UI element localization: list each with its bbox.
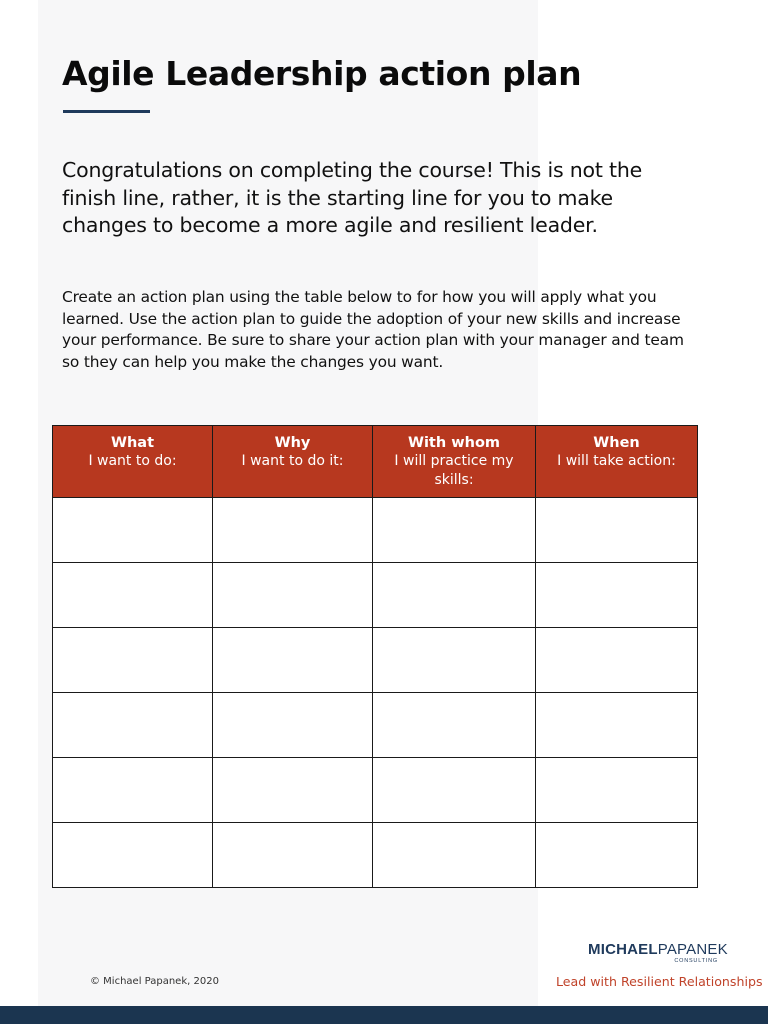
table-cell[interactable] xyxy=(213,628,373,693)
table-cell[interactable] xyxy=(536,823,698,888)
column-header-what xyxy=(53,426,213,498)
table-header-row xyxy=(53,426,698,498)
logo-wordmark xyxy=(588,941,728,958)
column-subtitle: I want to do it: xyxy=(241,453,344,469)
table-row xyxy=(53,563,698,628)
table-row xyxy=(53,758,698,823)
table-cell[interactable] xyxy=(536,498,698,563)
column-subtitle: I will practice my skills: xyxy=(394,453,514,488)
table-cell[interactable] xyxy=(53,498,213,563)
table-cell[interactable] xyxy=(213,758,373,823)
table-cell[interactable] xyxy=(213,693,373,758)
table-cell[interactable] xyxy=(373,693,536,758)
table-cell[interactable] xyxy=(53,693,213,758)
table-cell[interactable] xyxy=(373,498,536,563)
table-cell[interactable] xyxy=(536,563,698,628)
column-header-why xyxy=(213,426,373,498)
column-header-with-whom xyxy=(373,426,536,498)
table-row xyxy=(53,498,698,563)
table-cell[interactable] xyxy=(53,758,213,823)
table-cell[interactable] xyxy=(536,693,698,758)
table-cell[interactable] xyxy=(213,823,373,888)
page-title: Agile Leadership action plan xyxy=(62,54,582,93)
table-cell[interactable] xyxy=(373,563,536,628)
intro-paragraph: Congratulations on completing the course! This is not the finish line, rather, it is the starting line for you to make changes to become a more agile and resilient leader. xyxy=(62,158,643,237)
column-subtitle: I will take action: xyxy=(557,453,676,469)
column-subtitle: I want to do: xyxy=(88,453,177,469)
action-plan-table xyxy=(52,425,698,888)
table-row xyxy=(53,823,698,888)
table-cell[interactable] xyxy=(213,498,373,563)
table-cell[interactable] xyxy=(536,628,698,693)
table-cell[interactable] xyxy=(53,563,213,628)
title-underline xyxy=(63,110,150,113)
logo-first-name: MICHAEL xyxy=(588,941,658,958)
copyright-notice: © Michael Papanek, 2020 xyxy=(90,976,219,987)
column-title: Why xyxy=(274,435,311,451)
table-row xyxy=(53,628,698,693)
table-cell[interactable] xyxy=(53,823,213,888)
table-cell[interactable] xyxy=(373,758,536,823)
logo-subtitle: CONSULTING xyxy=(674,958,718,964)
column-header-when xyxy=(536,426,698,498)
column-title: When xyxy=(593,435,640,451)
column-title: With whom xyxy=(407,435,501,451)
logo-last-name: PAPANEK xyxy=(657,941,728,958)
table-cell[interactable] xyxy=(213,563,373,628)
table-row xyxy=(53,693,698,758)
column-title: What xyxy=(110,435,155,451)
tagline: Lead with Resilient Relationships xyxy=(556,974,763,989)
table-cell[interactable] xyxy=(373,628,536,693)
company-logo xyxy=(588,941,728,965)
table-cell[interactable] xyxy=(373,823,536,888)
table-cell[interactable] xyxy=(536,758,698,823)
instructions-paragraph: Create an action plan using the table below to for how you will apply what you learned. Use the action plan to guide the adoption of your new skills and increase your performance. Be sure to share your action plan with your manager and team so they can help you make the changes you want. xyxy=(62,288,684,371)
footer-bar xyxy=(0,1006,768,1024)
table-cell[interactable] xyxy=(53,628,213,693)
